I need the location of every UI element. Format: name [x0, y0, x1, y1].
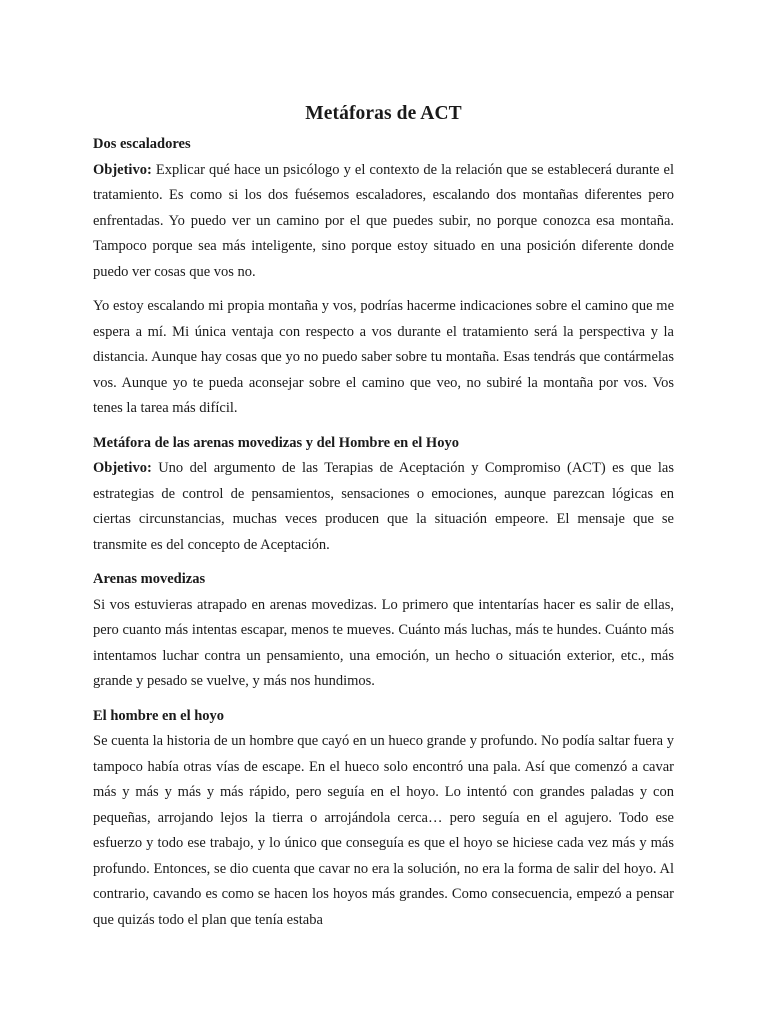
objective-paragraph-escaladores [93, 158, 674, 286]
section-heading-arenas-movedizas: Arenas movedizas [93, 571, 206, 587]
section-heading-dos-escaladores: Dos escaladores [93, 136, 191, 152]
objective-text: Explicar qué hace un psicólogo y el contexto de la relación que se establecerá durante el tratamiento. Es como si los dos fuésemos escaladores, escalando dos montañas diferentes pero enfrentadas. Yo puedo ver un camino por el que puedes subir, no porque conozca esa montaña. Tampoco porque sea más inteligente, sino porque estoy situado en una posición diferente donde puedo ver cosas que vos no. [93, 161, 674, 280]
paragraph-arenas-movedizas: Si vos estuvieras atrapado en arenas movedizas. Lo primero que intentarías hacer es salir de ellas, pero cuanto más intentas escapar, menos te mueves. Cuánto más luchas, más te hundes. Cuánto más intentamos luchar contra un pensamiento, una emoción, un hecho o situación exterior, etc., más grande y pesado se vuelve, y más nos hundimos. [93, 596, 674, 689]
paragraph-hombre-hoyo: Se cuenta la historia de un hombre que cayó en un hueco grande y profundo. No podía saltar fuera y tampoco había otras vías de escape. En el hueco solo encontró una pala. Así que comenzó a cavar más y más y más y más rápido, pero seguía en el hoyo. Lo intentó con grandes paladas y con pequeñas, arrojando lejos la tierra o arrojándola cerca… pero seguía en el agujero. Todo ese esfuerzo y todo ese trabajo, y lo único que conseguía es que el hoyo se hiciese cada vez más y más profundo. Entonces, se dio cuenta que cavar no era la solución, no era la forma de salir del hoyo. Al contrario, cavando es como se hacen los hoyos más grandes. Como consecuencia, empezó a pensar que quizás todo el plan que tenía estaba [93, 733, 674, 928]
document-title: Metáforas de ACT [305, 103, 462, 124]
section-heading-metafora: Metáfora de las arenas movedizas y del Hombre en el Hoyo [93, 434, 459, 451]
objective-text: Uno del argumento de las Terapias de Aceptación y Compromiso (ACT) es que las estrategias de control de pensamientos, sensaciones o emociones, aunque parezcan lógicas en ciertas circunstancias, muchas veces producen que la situación empeore. El mensaje que se transmite es del concepto de Aceptación. [93, 460, 674, 553]
objective-label: Objetivo: [93, 460, 152, 476]
objective-paragraph-metafora [93, 456, 674, 558]
document-page [93, 100, 674, 933]
objective-label: Objetivo: [93, 161, 152, 178]
section-heading-hombre-hoyo: El hombre en el hoyo [93, 707, 225, 724]
paragraph-escaladores-2: Yo estoy escalando mi propia montaña y vos, podrías hacerme indicaciones sobre el camino que me espera a mí. Mi única ventaja con respecto a vos durante el tratamiento será la perspectiva y la distancia. Aunque hay cosas que yo no puedo saber sobre tu montaña. Esas tendrás que contármelas vos. Aunque yo te pueda aconsejar sobre el camino que veo, no subiré la montaña por vos. Vos tenes la tarea más difícil. [93, 298, 674, 416]
